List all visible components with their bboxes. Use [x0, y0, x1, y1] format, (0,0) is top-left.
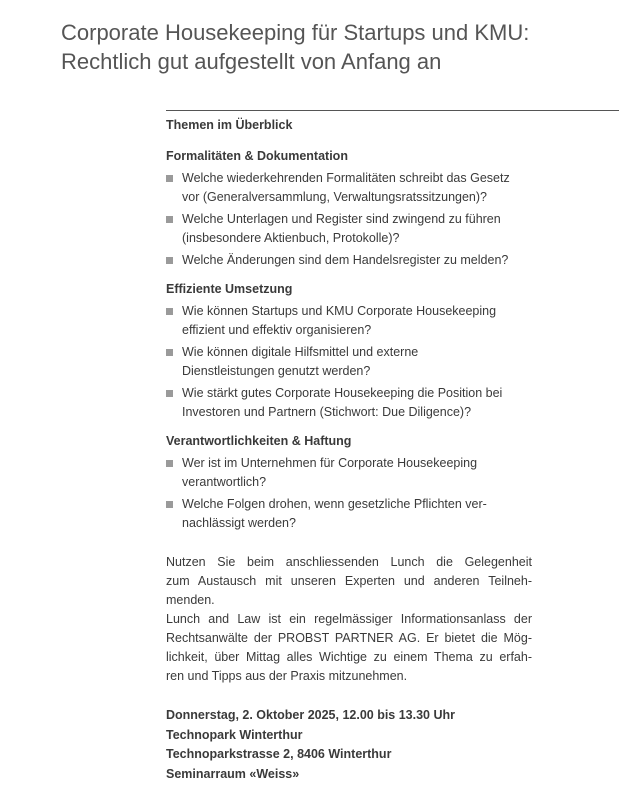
list-item-text: verantwortlich?	[182, 475, 267, 489]
list-item-text: Dienstleistungen genutzt werden?	[182, 364, 371, 378]
list-item	[166, 495, 532, 533]
topic-list	[166, 169, 532, 270]
square-bullet-icon	[166, 216, 173, 223]
title-line-1: Corporate Housekeeping für Startups und KMU:	[61, 20, 530, 45]
event-venue: Technopark Winterthur	[166, 727, 303, 742]
topic-list	[166, 302, 532, 422]
paragraph-line: zum Austausch mit unseren Experten und anderen Teilneh-	[166, 574, 532, 588]
list-item-text: Wie stärkt gutes Corporate Housekeeping die Position bei	[182, 386, 503, 400]
list-item-text: (insbesondere Aktienbuch, Protokolle)?	[182, 231, 400, 245]
list-item-text: Welche Änderungen sind dem Handelsregister zu melden?	[182, 253, 509, 267]
square-bullet-icon	[166, 501, 173, 508]
list-item-text: Wie können Startups und KMU Corporate Housekeeping	[182, 304, 497, 318]
event-room: Seminarraum «Weiss»	[166, 766, 300, 781]
event-address: Technoparkstrasse 2, 8406 Winterthur	[166, 747, 392, 761]
event-description	[166, 553, 532, 686]
list-item-text: Welche Unterlagen und Register sind zwingend zu führen	[182, 212, 501, 226]
list-item	[166, 302, 532, 340]
paragraph-line: Nutzen Sie beim anschliessenden Lunch die Gelegenheit	[166, 555, 532, 569]
content-column	[166, 116, 532, 784]
square-bullet-icon	[166, 257, 173, 264]
list-item	[166, 384, 532, 422]
paragraph-line: menden.	[166, 593, 215, 607]
section-formalitaeten	[166, 147, 532, 270]
event-date: Donnerstag, 2. Oktober 2025, 12.00 bis 13.30 Uhr	[166, 708, 456, 722]
overview-heading: Themen im Überblick	[166, 118, 293, 132]
paragraph-line: lichkeit, über Mittag alles Wichtige zu einem Thema zu erfah-	[166, 650, 532, 664]
section-umsetzung	[166, 280, 532, 422]
title-line-2: Rechtlich gut aufgestellt von Anfang an	[61, 49, 442, 74]
list-item-text: effizient und effektiv organisieren?	[182, 323, 372, 337]
square-bullet-icon	[166, 308, 173, 315]
list-item	[166, 343, 532, 381]
section-heading: Verantwortlichkeiten & Haftung	[166, 434, 352, 448]
event-details	[166, 706, 532, 784]
list-item	[166, 169, 532, 207]
list-item-text: Investoren und Partnern (Stichwort: Due Diligence)?	[182, 405, 472, 419]
page-title	[61, 18, 601, 76]
list-item	[166, 454, 532, 492]
section-heading: Formalitäten & Dokumentation	[166, 149, 348, 163]
square-bullet-icon	[166, 175, 173, 182]
list-item-text: Wer ist im Unternehmen für Corporate Housekeeping	[182, 456, 478, 470]
divider-rule	[166, 110, 619, 111]
list-item	[166, 251, 532, 270]
topic-list	[166, 454, 532, 533]
square-bullet-icon	[166, 349, 173, 356]
list-item-text: Wie können digitale Hilfsmittel und externe	[182, 345, 419, 359]
paragraph-line: Lunch and Law ist ein regelmässiger Informationsanlass der	[166, 612, 532, 626]
list-item-text: vor (Generalversammlung, Verwaltungsratssitzungen)?	[182, 190, 487, 204]
list-item	[166, 210, 532, 248]
section-heading: Effiziente Umsetzung	[166, 282, 293, 296]
square-bullet-icon	[166, 460, 173, 467]
section-haftung	[166, 432, 532, 533]
square-bullet-icon	[166, 390, 173, 397]
list-item-text: nachlässigt werden?	[182, 516, 296, 530]
paragraph-line: ren und Tipps aus der Praxis mitzunehmen.	[166, 669, 408, 683]
list-item-text: Welche wiederkehrenden Formalitäten schreibt das Gesetz	[182, 171, 510, 185]
paragraph-line: Rechtsanwälte der PROBST PARTNER AG. Er bietet die Mög-	[166, 631, 532, 645]
list-item-text: Welche Folgen drohen, wenn gesetzliche Pflichten ver-	[182, 497, 487, 511]
